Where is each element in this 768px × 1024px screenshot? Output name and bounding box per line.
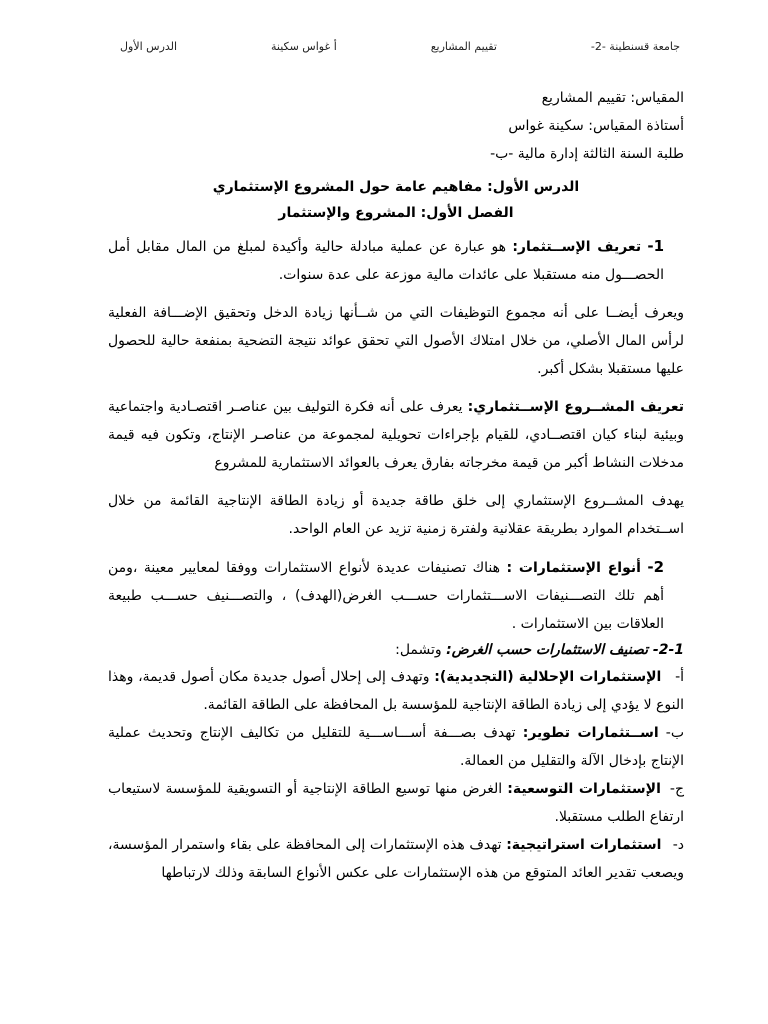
project-definition-term: تعريف المشــروع الإســتثماري: — [467, 399, 685, 415]
header-module: تقييم المشاريع — [430, 40, 497, 53]
section-2-paragraph — [108, 553, 684, 638]
header-teacher: أ غواس سكينة — [270, 40, 337, 53]
document-body — [108, 84, 684, 887]
list-item — [108, 775, 684, 831]
section-2-1-tail: وتشمل: — [395, 642, 442, 658]
list-item-label: د- — [672, 837, 685, 853]
header-university: جامعة قسنطينة -2- — [590, 40, 680, 53]
list-item-term: الإستثمارات التوسعية: — [507, 781, 661, 797]
header-lesson: الدرس الأول — [120, 40, 178, 53]
list-item-text: الغرض منها توسيع الطاقة الإنتاجية أو التسويقية للمؤسسة لاستيعاب ارتفاع الطلب مستقبلا. — [108, 781, 684, 825]
section-2-number: 2- — [647, 558, 665, 576]
list-item-text: تهدف هذه الإستثمارات إلى المحافظة على بقاء واستمرار المؤسسة، ويصعب تقدير العائد المتوقع من هذه الإستثمارات على عكس الأنواع السابقة وذلك لارتباطها — [108, 837, 684, 881]
section-1-number: 1- — [647, 237, 664, 255]
chapter-title: الفصل الأول: المشروع والإستثمار — [278, 205, 514, 221]
list-item — [108, 663, 684, 719]
module-line: المقياس: تقييم المشاريع — [541, 90, 684, 106]
section-2-1-heading: 2-1- تصنيف الاستثمارات حسب الغرض: — [446, 642, 684, 658]
list-item-term: استثمارات استراتيجية: — [506, 837, 662, 853]
investment-types-list — [108, 663, 684, 887]
list-item-text: تهدف بصـــفة أســـاســـية للتقليل من تكاليف الإنتاج وتحديث عملية الإنتاج بإدخال الآلة والتقليل من العمالة. — [108, 725, 684, 769]
list-item — [108, 831, 684, 887]
list-item-term: اســتثمارات تطوير: — [522, 725, 659, 741]
section-2-text: هناك تصنيفات عديدة لأنواع الاستثمارات ووفقا لمعايير معينة ،ومن أهم تلك التصـــنيفات الاســـتثمارات حســـب الغرض(الهدف) ، والتصـــنيف حســـب طبيعة العلاقات بين الاستثمارات . — [108, 560, 664, 632]
section-1-text: هو عبارة عن عملية مبادلة حالية وأكيدة لمبلغ من المال مقابل أمل الحصـــول منه مستقبلا على عائدات مالية موزعة على عدة سنوات. — [108, 239, 664, 283]
list-item-label: ب- — [665, 725, 684, 741]
lesson-title: الدرس الأول: مفاهيم عامة حول المشروع الإستثماري — [212, 179, 580, 195]
page-header — [120, 40, 680, 58]
list-item — [108, 719, 684, 775]
list-item-label: أ- — [675, 669, 685, 685]
list-item-term: الإستثمارات الإحلالية (التجديدية): — [434, 669, 662, 685]
section-1-paragraph — [108, 232, 684, 289]
project-definition-text: يعرف على أنه فكرة التوليف بين عناصـر اقتصـادية واجتماعية وبيئية لبناء كيان اقتصــادي، للقيام بإجراءات تحويلية لمجموعة من عناصـر الإنتاج، وتكون فيه قيمة مدخلات النشاط أكبر من قيمة مخرجاته بفارق يعرف بالعوائد الاستثمارية للمشروع — [108, 399, 684, 471]
project-goal-paragraph: يهدف المشــروع الإستثماري إلى خلق طاقة جديدة أو زيادة الطاقة الإنتاجية القائمة من خلال اســتخدام الموارد بطريقة عقلانية ولفترة زمنية تزيد عن العام الواحد. — [108, 493, 684, 537]
section-2-1-heading-line — [108, 638, 684, 663]
intro-block — [108, 84, 684, 168]
project-definition-paragraph — [108, 393, 684, 477]
list-item-label: ج- — [669, 781, 685, 797]
list-item-text: وتهدف إلى إحلال أصول جديدة مكان أصول قديمة، وهذا النوع لا يؤدي إلى زيادة الطاقة الإنتاجية للمؤسسة بل المحافظة على الطاقة القائمة. — [108, 669, 684, 713]
section-2-term: أنواع الإستثمارات : — [506, 560, 641, 576]
investment-alt-definition: ويعرف أيضــا على أنه مجموع التوظيفات التي من شــأنها زيادة الدخل وتحقيق الإضـــافة الفعلية لرأس المال الأصلي، من خلال امتلاك الأصول التي تحقق عوائد نتيجة التضحية بمنفعة حالية للحصول عليها مستقبلا بشكل أكبر. — [108, 305, 684, 377]
teacher-line: أستاذة المقياس: سكينة غواس — [508, 118, 684, 134]
students-line: طلبة السنة الثالثة إدارة مالية -ب- — [490, 146, 684, 162]
section-1-term: تعريف الإســتثمار: — [512, 239, 642, 255]
